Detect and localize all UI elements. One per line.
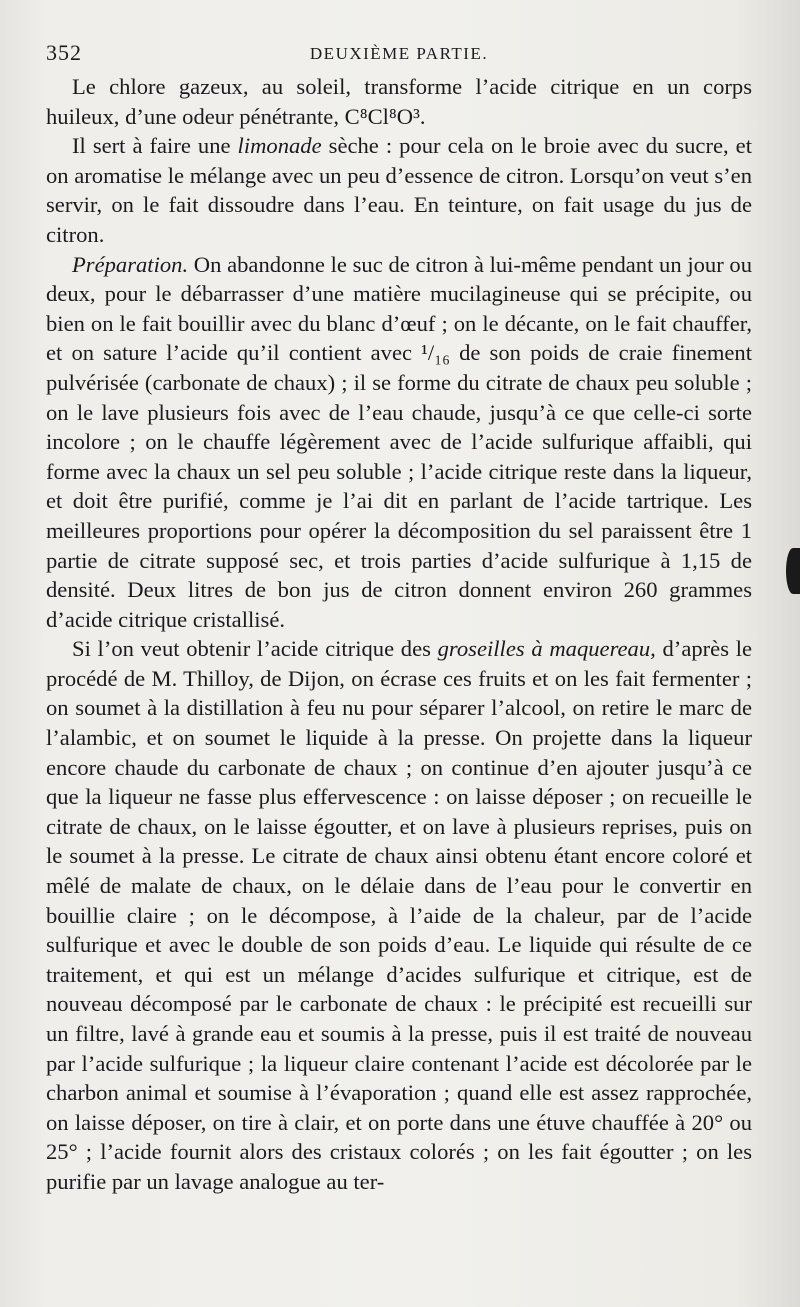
- paragraph-preparation: [46, 250, 752, 635]
- paragraph-text: d’après le procédé de M. Thilloy, de Dijon, on écrase ces fruits et on les fait fermenter ; on soumet à la distillation à feu nu pour séparer l’alcool, on retire le marc de l’alambic, et on soumet le liquide à la presse. On projette dans la liqueur encore chaude du carbonate de chaux ; on continue d’en ajouter jusqu’à ce que la liqueur ne fasse plus effervescence : on laisse déposer ; on recueille le citrate de chaux, on le laisse égoutter, et on lave à plusieurs reprises, puis on le soumet à la presse. Le citrate de chaux ainsi obtenu étant encore coloré et mêlé de malate de chaux, on le délaie dans de l’eau pour le convertir en bouillie claire ; on le décompose, à l’aide de la chaleur, par de l’acide sulfurique et avec le double de son poids d’eau. Le liquide qui résulte de ce traitement, et qui est un mélange d’acides sulfurique et citrique, est de nouveau décomposé par le carbonate de chaux : le précipité est recueilli sur un filtre, lavé à grande eau et soumis à la presse, puis il est traité de nouveau par l’acide sulfurique ; la liqueur claire contenant l’acide est décolorée par le charbon animal et soumise à l’évaporation ; quand elle est assez rapprochée, on laisse déposer, on tire à clair, et on porte dans une étuve chauffée à 20° ou 25° ; l’acide fournit alors des cristaux colorés ; on les fait égoutter ; on les purifie par un lavage analogue au ter-: [46, 636, 753, 1194]
- paragraph-text: Il sert à faire une: [72, 133, 238, 159]
- italic-term: groseilles à maquereau,: [437, 636, 656, 662]
- paragraph-text: .: [419, 103, 426, 129]
- paragraph-text: sèche : pour cela on le broie avec du sucre, et on aromatise le mélange avec un peu d’essence de citron. Lorsqu’on veut s’en servir, on le fait dissoudre dans l’eau. En teinture, on fait usage du jus de citron.: [46, 133, 752, 247]
- page-header: [46, 40, 752, 70]
- page-edge-blot: [786, 548, 800, 594]
- italic-term: limonade: [237, 133, 322, 159]
- paragraph-chlore: [46, 72, 752, 131]
- section-heading-italic: Préparation.: [72, 251, 189, 277]
- paragraph-groseilles: [46, 634, 752, 1196]
- page-number: 352: [46, 40, 82, 65]
- chemical-formula: C⁸Cl⁸O³: [344, 103, 420, 129]
- body-text: [46, 72, 752, 1197]
- paragraph-limonade: [46, 131, 752, 249]
- running-title: DEUXIÈME PARTIE.: [309, 44, 489, 63]
- paragraph-text: Le chlore gazeux, au soleil, transforme l’acide citrique en un corps huileux, d’une odeur pénétrante,: [46, 74, 752, 129]
- paragraph-text: On abandonne le suc de citron à lui-même pendant un jour ou deux, pour le débarrasser d’une matière mucilagineuse qui se précipite, ou bien on le fait bouillir avec du blanc d’œuf ; on le décante, on le fait chauffer, et on sature l’acide qu’il contient avec ¹/₁₆ de son poids de craie finement pulvérisée (carbonate de chaux) ; il se forme du citrate de chaux peu soluble ; on le lave plusieurs fois avec de l’eau chaude, jusqu’à ce que celle-ci sorte incolore ; on le chauffe légèrement avec de l’acide sulfurique affaibli, qui forme avec la chaux un sel peu soluble ; l’acide citrique reste dans la liqueur, et doit être purifié, comme je l’ai dit en parlant de l’acide tartrique. Les meilleures proportions pour opérer la décomposition du sel paraissent être 1 partie de citrate supposé sec, et trois parties d’acide sulfurique à 1,15 de densité. Deux litres de bon jus de citron donnent environ 260 grammes d’acide citrique cristallisé.: [46, 251, 752, 632]
- paragraph-text: Si l’on veut obtenir l’acide citrique des: [72, 636, 438, 662]
